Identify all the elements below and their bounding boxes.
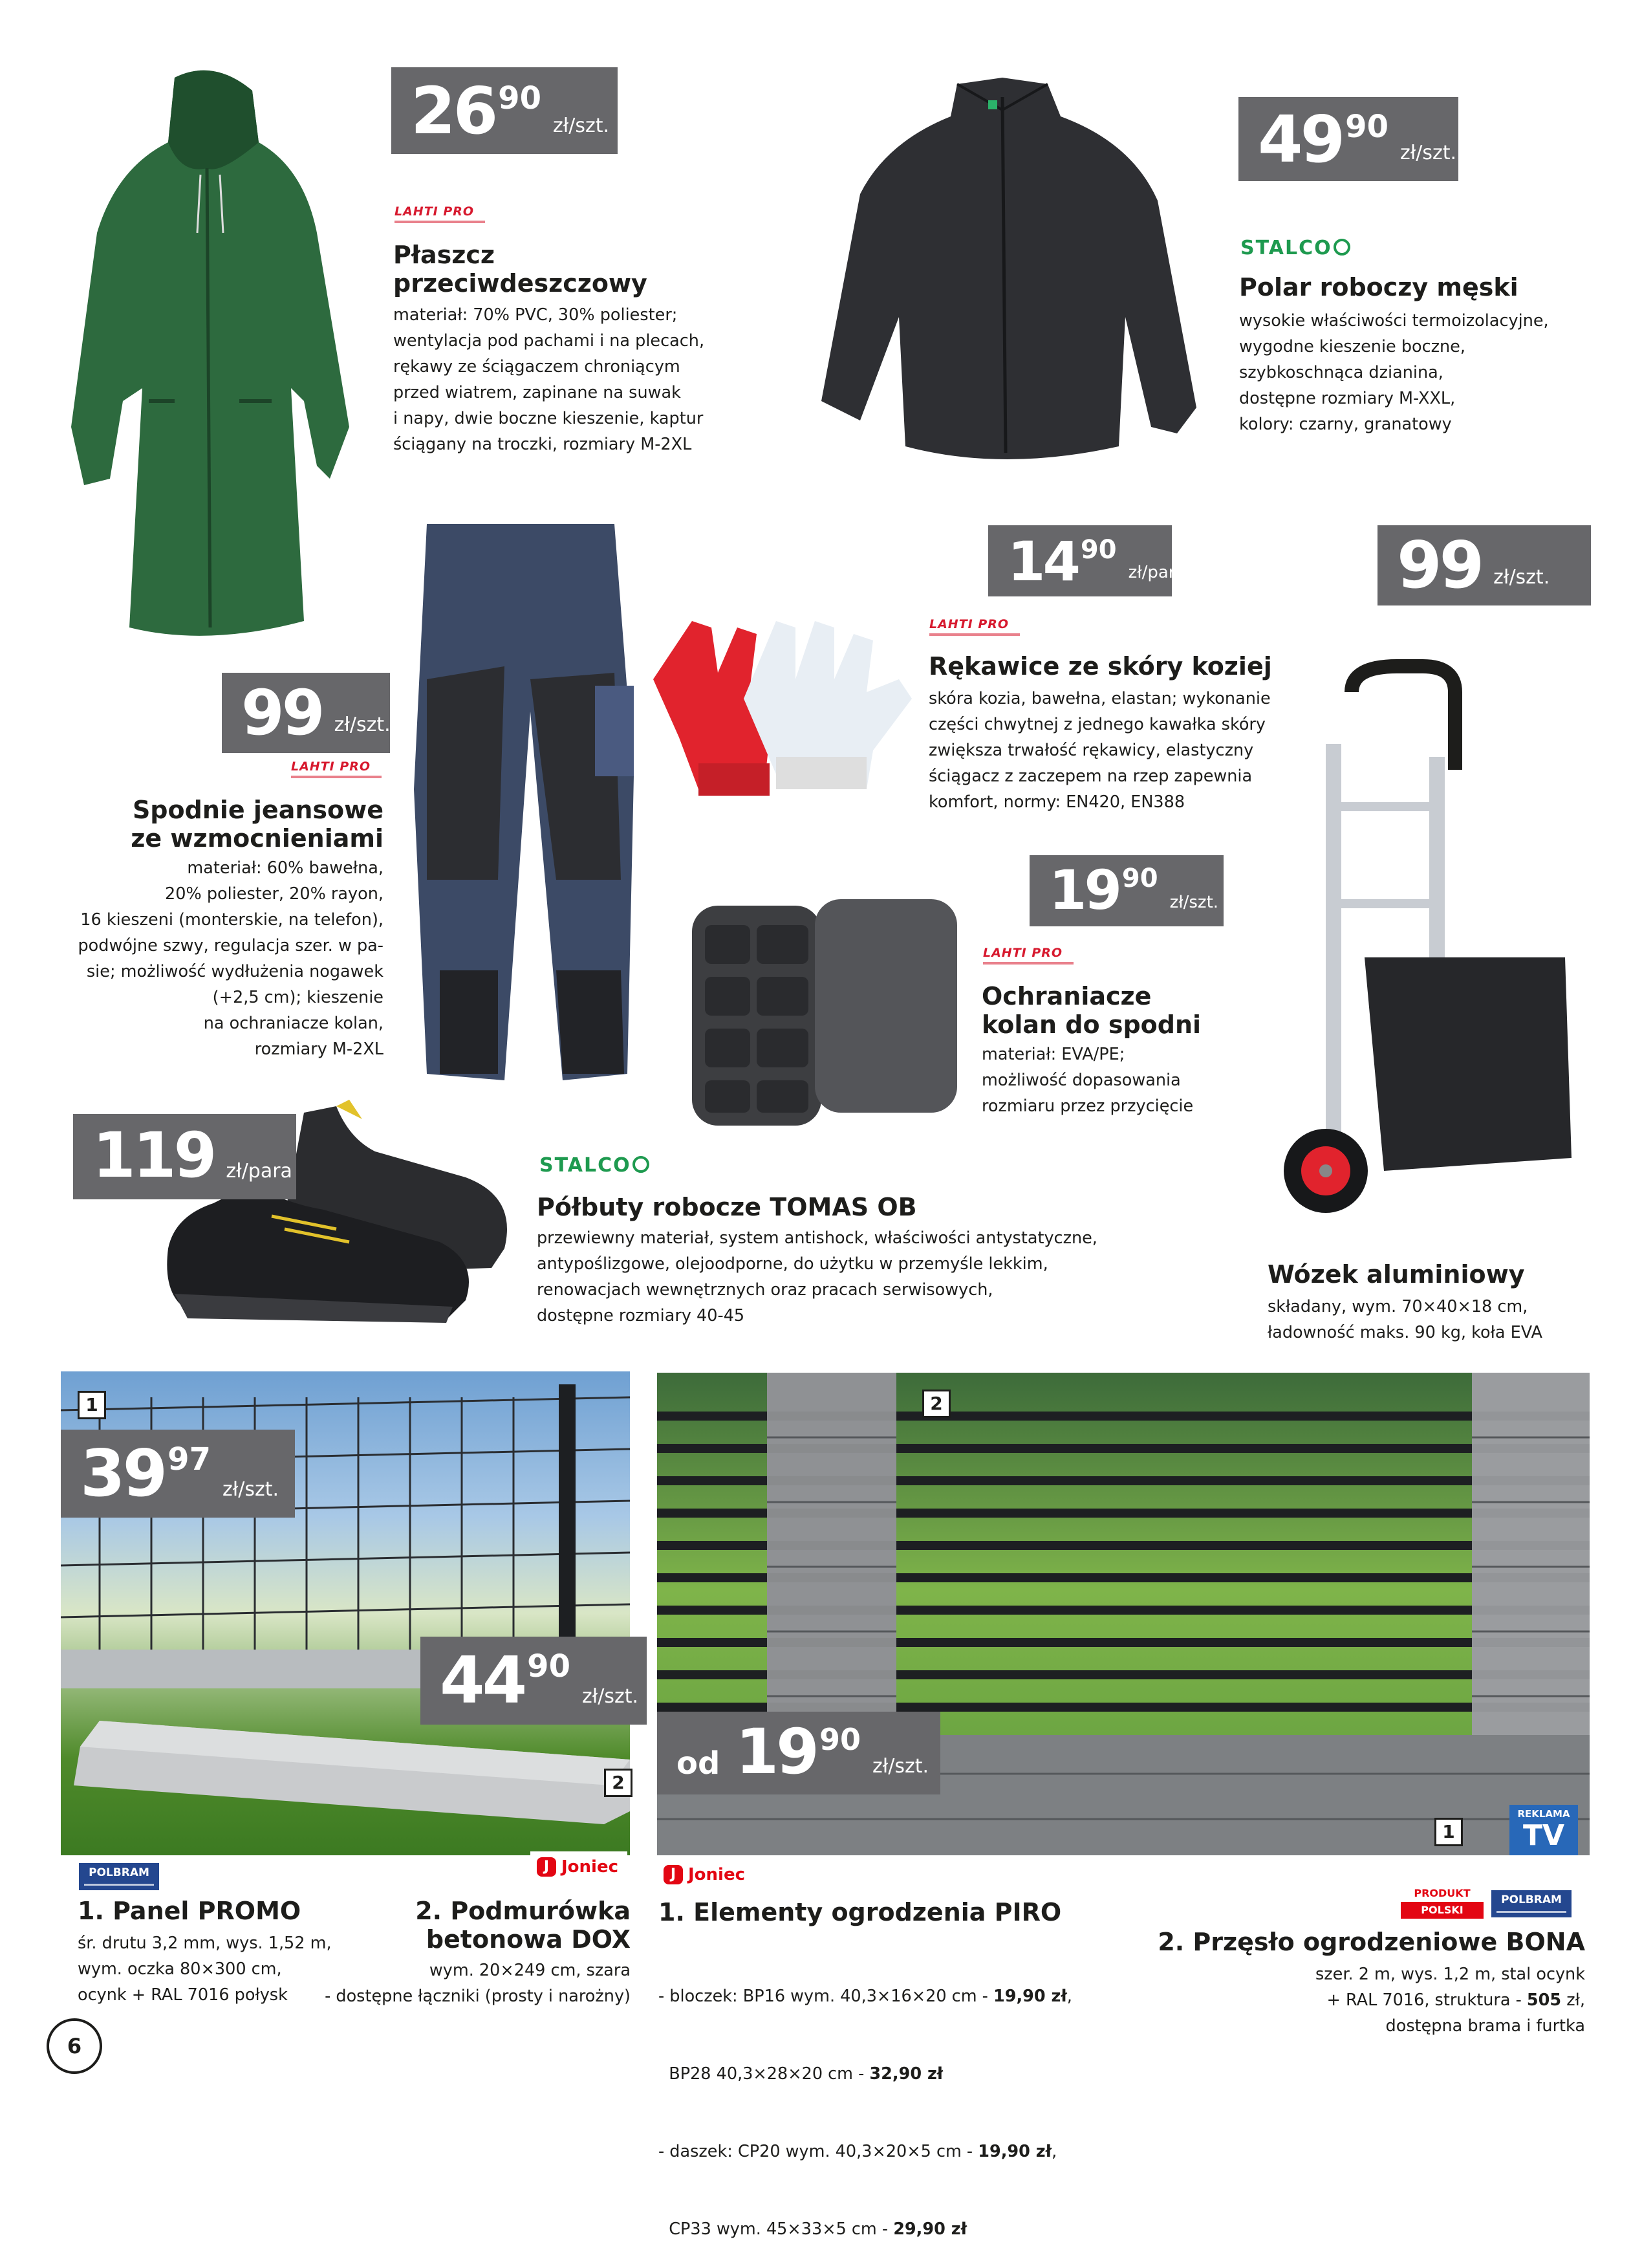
podmurowka-description: wym. 20×249 cm, szara - dostępne łączniki (prosty i narożny) — [325, 1961, 631, 2006]
joniec-icon: J — [664, 1865, 683, 1884]
price-unit: zł/szt. — [581, 1685, 639, 1708]
piro-title: 1. Elementy ogrodzenia PIRO — [658, 1898, 1062, 1926]
bona-description — [1315, 1961, 1585, 2039]
price-unit: zł/para — [1128, 563, 1186, 582]
stalco-logo: STALCO — [539, 1154, 649, 1177]
trolley-description: składany, wym. 70×40×18 cm, ładowność maks. 90 kg, koła EVA — [1268, 1297, 1542, 1342]
price-cents: 90 — [819, 1722, 861, 1757]
kneepads-image — [686, 899, 970, 1132]
raincoat-price-tag — [391, 67, 618, 154]
price-cents: 90 — [1080, 535, 1117, 565]
price-unit: zł/szt. — [1169, 893, 1219, 912]
lahti-pro-logo: LAHTI PRO — [291, 759, 388, 779]
price-integer: 49 — [1258, 102, 1343, 177]
trolley-price-tag — [1377, 525, 1591, 605]
raincoat-image — [45, 65, 369, 647]
price-integer: 119 — [92, 1119, 215, 1192]
fleece-price-tag — [1238, 97, 1458, 181]
produkt-polski-badge: PRODUKT POLSKI — [1401, 1885, 1484, 1921]
price-cents: 90 — [527, 1648, 570, 1685]
panel-promo-price-tag — [61, 1430, 295, 1518]
kneepads-title: Ochraniacze kolan do spodni — [982, 982, 1202, 1039]
price-cents: 97 — [167, 1441, 211, 1477]
jeans-description: materiał: 60% bawełna, 20% poliester, 20% rayon, 16 kieszeni (monterskie, na telefon), podwójne szwy, regulacja szer. w pa- sie; możliwość wydłużenia nogawek (+2,5 cm); kieszenie na ochraniacze kolan, rozmiary M-2XL — [78, 858, 383, 1059]
joniec-logo: J Joniec — [657, 1859, 754, 1890]
polbram-logo: POLBRAM — [1491, 1890, 1572, 1917]
bona-title: 2. Przęsło ogrodzeniowe BONA — [1158, 1928, 1585, 1956]
gloves-title: Rękawice ze skóry koziej — [929, 652, 1272, 681]
trolley-title: Wózek aluminiowy — [1268, 1260, 1525, 1289]
lahti-pro-logo: LAHTI PRO — [929, 617, 1026, 637]
price-unit: zł/szt. — [872, 1755, 929, 1778]
fleece-description: wysokie właściwości termoizolacyjne, wygodne kieszenie boczne, szybkoschnąca dzianina, dostępne rozmiary M-XXL, kolory: czarny, granatowy — [1239, 311, 1549, 434]
kneepads-price-tag — [1030, 855, 1224, 926]
fence-left-badge-2: 2 — [604, 1769, 632, 1797]
price-integer: 99 — [1397, 527, 1482, 603]
lahti-pro-logo: LAHTI PRO — [394, 204, 492, 224]
piro-line: BP28 40,3×28×20 cm - 32,90 zł — [658, 2064, 944, 2084]
price-cents: 90 — [498, 80, 541, 116]
shoes-title: Półbuty robocze TOMAS OB — [537, 1193, 917, 1221]
polbram-logo: POLBRAM — [79, 1863, 159, 1890]
price-unit: zł/szt. — [1493, 566, 1550, 589]
price-integer: 26 — [411, 73, 496, 149]
jeans-image — [401, 518, 673, 1087]
kneepads-description: materiał: EVA/PE; możliwość dopasowania rozmiaru przez przycięcie — [982, 1045, 1194, 1116]
shoes-price-tag — [73, 1114, 296, 1199]
price-integer: 19 — [735, 1716, 817, 1788]
price-unit: zł/szt. — [334, 714, 391, 736]
bona-line: dostępna brama i furtka — [1385, 2016, 1585, 2036]
podmurowka-price-tag — [420, 1637, 647, 1725]
podmurowka-title: 2. Podmurówka betonowa DOX — [415, 1897, 631, 1954]
panel-promo-title: 1. Panel PROMO — [78, 1897, 301, 1925]
bona-line: + RAL 7016, struktura - 505 zł, — [1326, 1990, 1585, 2010]
piro-line: CP33 wym. 45×33×5 cm - 29,90 zł — [658, 2219, 967, 2239]
gloves-description: skóra kozia, bawełna, elastan; wykonanie części chwytnej z jednego kawałka skóry zwiększa trwałość rękawicy, elastyczny ściągacz z zaczepem na rzep zapewnia komfort, normy: EN420, EN388 — [929, 689, 1271, 812]
price-cents: 90 — [1345, 109, 1388, 145]
piro-line: - bloczek: BP16 wym. 40,3×16×20 cm - 19,90 zł, — [658, 1987, 1072, 2006]
jeans-title: Spodnie jeansowe ze wzmocnieniami — [131, 796, 383, 853]
piro-description — [658, 1932, 1072, 2268]
fleece-image — [808, 71, 1203, 498]
jeans-price-tag — [222, 673, 390, 753]
price-prefix: od — [676, 1745, 720, 1782]
stalco-logo: STALCO — [1240, 237, 1350, 259]
page-number: 6 — [47, 2018, 102, 2074]
piro-line: - daszek: CP20 wym. 40,3×20×5 cm - 19,90 zł, — [658, 2142, 1057, 2161]
piro-price-tag — [657, 1712, 940, 1794]
raincoat-description: materiał: 70% PVC, 30% poliester; wentylacja pod pachami i na plecach, rękawy ze ściągaczem chroniącym przed wiatrem, zapinane na suwak i napy, dwie boczne kieszenie, kaptur ściągany na troczki, rozmiary M-2XL — [393, 305, 705, 454]
joniec-logo: J Joniec — [530, 1851, 627, 1882]
fence-left-badge-1: 1 — [78, 1391, 106, 1419]
gloves-price-tag — [988, 525, 1186, 596]
price-integer: 14 — [1008, 530, 1078, 593]
shoes-description: przewiewny materiał, system antishock, właściwości antystatyczne, antypoślizgowe, olejoodporne, do użytku w przemyśle lekkim, renowacjach wewnętrznych oraz pracach serwisowych, dostępne rozmiary 40-45 — [537, 1228, 1097, 1325]
price-integer: 19 — [1049, 858, 1119, 922]
price-unit: zł/para — [226, 1160, 292, 1183]
fence-right-badge-1: 1 — [1434, 1818, 1463, 1846]
price-integer: 39 — [80, 1435, 166, 1511]
price-unit: zł/szt. — [552, 114, 610, 137]
price-unit: zł/szt. — [222, 1478, 279, 1501]
joniec-icon: J — [537, 1857, 556, 1877]
lahti-pro-logo: LAHTI PRO — [983, 946, 1080, 965]
trolley-image — [1268, 653, 1578, 1236]
reklama-tv-badge: REKLAMA TV — [1509, 1805, 1578, 1855]
fence-right-badge-2: 2 — [922, 1390, 951, 1418]
bona-line: szer. 2 m, wys. 1,2 m, stal ocynk — [1315, 1965, 1585, 1984]
price-integer: 44 — [440, 1642, 525, 1718]
raincoat-title: Płaszcz przeciwdeszczowy — [393, 241, 647, 298]
price-cents: 90 — [1121, 864, 1158, 893]
gloves-image — [640, 608, 925, 815]
fleece-title: Polar roboczy męski — [1239, 273, 1518, 301]
price-unit: zł/szt. — [1399, 142, 1457, 164]
price-integer: 99 — [241, 677, 323, 749]
panel-promo-description: śr. drutu 3,2 mm, wys. 1,52 m, wym. oczka 80×300 cm, ocynk + RAL 7016 połysk — [78, 1934, 332, 2005]
